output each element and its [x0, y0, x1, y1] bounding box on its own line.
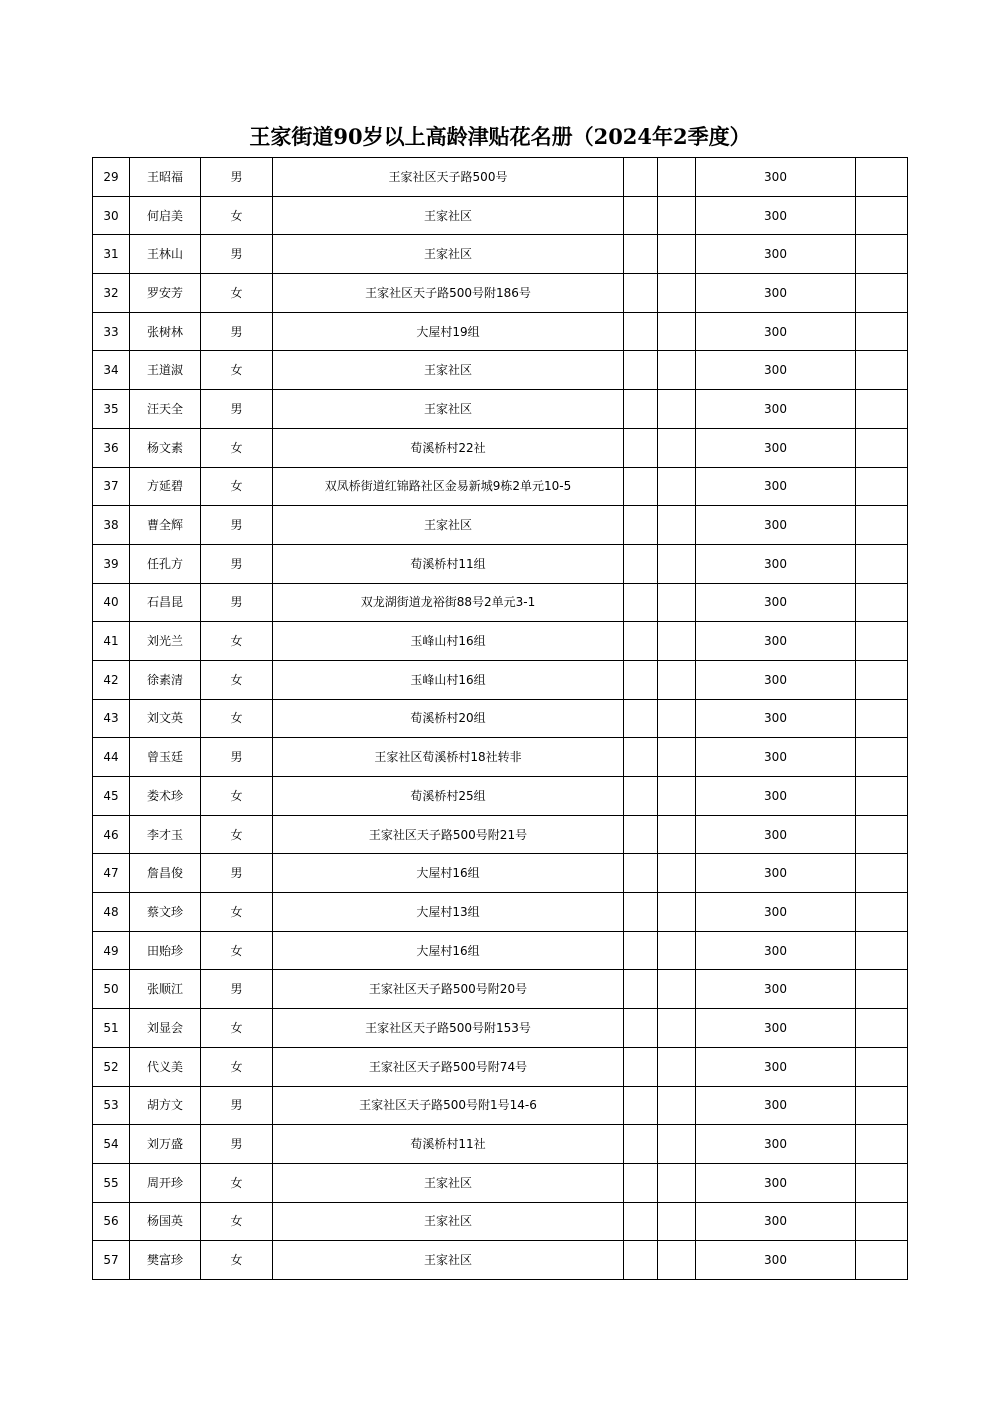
name-cell: 任孔方	[130, 544, 201, 583]
row-number-cell: 55	[93, 1163, 130, 1202]
name-cell: 汪天全	[130, 390, 201, 429]
name-cell: 何启美	[130, 196, 201, 235]
table-row	[93, 854, 908, 893]
remarks-cell	[856, 467, 908, 506]
row-number-cell: 39	[93, 544, 130, 583]
blank-cell-a	[624, 854, 658, 893]
blank-cell-a	[624, 1202, 658, 1241]
blank-cell-b	[658, 1202, 696, 1241]
name-cell: 李才玉	[130, 815, 201, 854]
amount-cell: 300	[696, 467, 856, 506]
remarks-cell	[856, 815, 908, 854]
address-cell: 荀溪桥村20组	[273, 699, 624, 738]
blank-cell-b	[658, 351, 696, 390]
amount-cell: 300	[696, 583, 856, 622]
address-cell: 玉峰山村16组	[273, 622, 624, 661]
remarks-cell	[856, 196, 908, 235]
gender-cell: 男	[201, 1125, 273, 1164]
table-row	[93, 158, 908, 197]
row-number-cell: 51	[93, 1009, 130, 1048]
address-cell: 王家社区天子路500号附186号	[273, 274, 624, 313]
remarks-cell	[856, 1202, 908, 1241]
address-cell: 王家社区	[273, 506, 624, 545]
amount-cell: 300	[696, 970, 856, 1009]
amount-cell: 300	[696, 158, 856, 197]
blank-cell-a	[624, 312, 658, 351]
address-cell: 王家社区	[273, 390, 624, 429]
blank-cell-b	[658, 777, 696, 816]
blank-cell-b	[658, 544, 696, 583]
row-number-cell: 42	[93, 660, 130, 699]
table-row	[93, 1047, 908, 1086]
amount-cell: 300	[696, 544, 856, 583]
address-cell: 双凤桥街道红锦路社区金易新城9栋2单元10-5	[273, 467, 624, 506]
table-row	[93, 1163, 908, 1202]
address-cell: 大屋村16组	[273, 854, 624, 893]
name-cell: 张顺江	[130, 970, 201, 1009]
table-row	[93, 506, 908, 545]
table-row	[93, 390, 908, 429]
row-number-cell: 29	[93, 158, 130, 197]
remarks-cell	[856, 1086, 908, 1125]
remarks-cell	[856, 931, 908, 970]
gender-cell: 男	[201, 738, 273, 777]
table-row	[93, 1009, 908, 1048]
blank-cell-b	[658, 893, 696, 932]
blank-cell-a	[624, 1009, 658, 1048]
amount-cell: 300	[696, 893, 856, 932]
remarks-cell	[856, 1163, 908, 1202]
gender-cell: 女	[201, 699, 273, 738]
blank-cell-b	[658, 738, 696, 777]
name-cell: 曹全辉	[130, 506, 201, 545]
address-cell: 王家社区	[273, 235, 624, 274]
address-cell: 荀溪桥村11组	[273, 544, 624, 583]
remarks-cell	[856, 1241, 908, 1280]
blank-cell-b	[658, 583, 696, 622]
amount-cell: 300	[696, 1163, 856, 1202]
table-row	[93, 312, 908, 351]
table-row	[93, 274, 908, 313]
blank-cell-b	[658, 1086, 696, 1125]
blank-cell-a	[624, 274, 658, 313]
blank-cell-b	[658, 622, 696, 661]
table-row	[93, 660, 908, 699]
name-cell: 周开珍	[130, 1163, 201, 1202]
row-number-cell: 33	[93, 312, 130, 351]
remarks-cell	[856, 312, 908, 351]
remarks-cell	[856, 1125, 908, 1164]
amount-cell: 300	[696, 1202, 856, 1241]
address-cell: 王家社区	[273, 1163, 624, 1202]
row-number-cell: 34	[93, 351, 130, 390]
amount-cell: 300	[696, 235, 856, 274]
row-number-cell: 40	[93, 583, 130, 622]
blank-cell-a	[624, 893, 658, 932]
name-cell: 蔡文珍	[130, 893, 201, 932]
address-cell: 王家社区荀溪桥村18社转非	[273, 738, 624, 777]
row-number-cell: 44	[93, 738, 130, 777]
row-number-cell: 41	[93, 622, 130, 661]
blank-cell-b	[658, 506, 696, 545]
remarks-cell	[856, 390, 908, 429]
table-row	[93, 351, 908, 390]
blank-cell-b	[658, 467, 696, 506]
address-cell: 荀溪桥村25组	[273, 777, 624, 816]
blank-cell-b	[658, 1241, 696, 1280]
blank-cell-b	[658, 158, 696, 197]
blank-cell-a	[624, 506, 658, 545]
name-cell: 杨国英	[130, 1202, 201, 1241]
address-cell: 王家社区	[273, 351, 624, 390]
table-row	[93, 1086, 908, 1125]
table-row	[93, 1125, 908, 1164]
gender-cell: 男	[201, 506, 273, 545]
address-cell: 大屋村19组	[273, 312, 624, 351]
gender-cell: 男	[201, 390, 273, 429]
amount-cell: 300	[696, 196, 856, 235]
row-number-cell: 32	[93, 274, 130, 313]
blank-cell-b	[658, 699, 696, 738]
table-row	[93, 970, 908, 1009]
blank-cell-a	[624, 544, 658, 583]
blank-cell-a	[624, 467, 658, 506]
row-number-cell: 49	[93, 931, 130, 970]
row-number-cell: 35	[93, 390, 130, 429]
gender-cell: 男	[201, 583, 273, 622]
blank-cell-b	[658, 1047, 696, 1086]
address-cell: 荀溪桥村22社	[273, 428, 624, 467]
amount-cell: 300	[696, 506, 856, 545]
gender-cell: 女	[201, 1047, 273, 1086]
blank-cell-a	[624, 1163, 658, 1202]
table-row	[93, 777, 908, 816]
blank-cell-b	[658, 854, 696, 893]
name-cell: 王昭福	[130, 158, 201, 197]
amount-cell: 300	[696, 1047, 856, 1086]
table-row	[93, 1202, 908, 1241]
table-row	[93, 893, 908, 932]
row-number-cell: 52	[93, 1047, 130, 1086]
amount-cell: 300	[696, 1086, 856, 1125]
address-cell: 王家社区	[273, 196, 624, 235]
row-number-cell: 36	[93, 428, 130, 467]
row-number-cell: 56	[93, 1202, 130, 1241]
gender-cell: 女	[201, 428, 273, 467]
blank-cell-a	[624, 660, 658, 699]
remarks-cell	[856, 235, 908, 274]
blank-cell-b	[658, 428, 696, 467]
remarks-cell	[856, 970, 908, 1009]
name-cell: 方延碧	[130, 467, 201, 506]
address-cell: 大屋村13组	[273, 893, 624, 932]
gender-cell: 女	[201, 196, 273, 235]
name-cell: 王道淑	[130, 351, 201, 390]
blank-cell-b	[658, 196, 696, 235]
blank-cell-a	[624, 699, 658, 738]
blank-cell-a	[624, 1241, 658, 1280]
name-cell: 刘文英	[130, 699, 201, 738]
name-cell: 胡方文	[130, 1086, 201, 1125]
row-number-cell: 47	[93, 854, 130, 893]
row-number-cell: 48	[93, 893, 130, 932]
name-cell: 代义美	[130, 1047, 201, 1086]
row-number-cell: 46	[93, 815, 130, 854]
remarks-cell	[856, 660, 908, 699]
amount-cell: 300	[696, 622, 856, 661]
amount-cell: 300	[696, 815, 856, 854]
amount-cell: 300	[696, 699, 856, 738]
blank-cell-b	[658, 1009, 696, 1048]
blank-cell-a	[624, 1125, 658, 1164]
blank-cell-a	[624, 1047, 658, 1086]
remarks-cell	[856, 893, 908, 932]
subsidy-roster-table	[92, 157, 908, 1280]
blank-cell-b	[658, 815, 696, 854]
name-cell: 石昌昆	[130, 583, 201, 622]
remarks-cell	[856, 1047, 908, 1086]
amount-cell: 300	[696, 274, 856, 313]
address-cell: 王家社区天子路500号附153号	[273, 1009, 624, 1048]
gender-cell: 女	[201, 351, 273, 390]
blank-cell-a	[624, 931, 658, 970]
table-row	[93, 583, 908, 622]
gender-cell: 男	[201, 312, 273, 351]
name-cell: 刘显会	[130, 1009, 201, 1048]
amount-cell: 300	[696, 1241, 856, 1280]
table-row	[93, 544, 908, 583]
table-row	[93, 699, 908, 738]
gender-cell: 女	[201, 931, 273, 970]
name-cell: 娄术珍	[130, 777, 201, 816]
remarks-cell	[856, 544, 908, 583]
table-row	[93, 467, 908, 506]
blank-cell-a	[624, 428, 658, 467]
gender-cell: 男	[201, 544, 273, 583]
roster-body	[93, 158, 908, 1280]
gender-cell: 女	[201, 1163, 273, 1202]
address-cell: 王家社区天子路500号附1号14-6	[273, 1086, 624, 1125]
name-cell: 詹昌俊	[130, 854, 201, 893]
amount-cell: 300	[696, 351, 856, 390]
name-cell: 田贻珍	[130, 931, 201, 970]
name-cell: 罗安芳	[130, 274, 201, 313]
remarks-cell	[856, 158, 908, 197]
remarks-cell	[856, 777, 908, 816]
blank-cell-b	[658, 1125, 696, 1164]
address-cell: 王家社区天子路500号附74号	[273, 1047, 624, 1086]
blank-cell-a	[624, 351, 658, 390]
amount-cell: 300	[696, 738, 856, 777]
address-cell: 双龙湖街道龙裕街88号2单元3-1	[273, 583, 624, 622]
name-cell: 杨文素	[130, 428, 201, 467]
gender-cell: 女	[201, 893, 273, 932]
name-cell: 王林山	[130, 235, 201, 274]
amount-cell: 300	[696, 854, 856, 893]
blank-cell-b	[658, 660, 696, 699]
remarks-cell	[856, 583, 908, 622]
blank-cell-b	[658, 970, 696, 1009]
address-cell: 王家社区天子路500号	[273, 158, 624, 197]
gender-cell: 女	[201, 622, 273, 661]
name-cell: 徐素清	[130, 660, 201, 699]
name-cell: 刘万盛	[130, 1125, 201, 1164]
gender-cell: 女	[201, 1009, 273, 1048]
address-cell: 荀溪桥村11社	[273, 1125, 624, 1164]
row-number-cell: 30	[93, 196, 130, 235]
blank-cell-a	[624, 738, 658, 777]
remarks-cell	[856, 854, 908, 893]
address-cell: 王家社区天子路500号附20号	[273, 970, 624, 1009]
amount-cell: 300	[696, 931, 856, 970]
row-number-cell: 45	[93, 777, 130, 816]
table-row	[93, 931, 908, 970]
remarks-cell	[856, 428, 908, 467]
address-cell: 玉峰山村16组	[273, 660, 624, 699]
blank-cell-b	[658, 390, 696, 429]
blank-cell-a	[624, 815, 658, 854]
name-cell: 曾玉廷	[130, 738, 201, 777]
gender-cell: 男	[201, 854, 273, 893]
blank-cell-b	[658, 235, 696, 274]
blank-cell-b	[658, 931, 696, 970]
remarks-cell	[856, 1009, 908, 1048]
row-number-cell: 31	[93, 235, 130, 274]
gender-cell: 男	[201, 158, 273, 197]
blank-cell-a	[624, 390, 658, 429]
gender-cell: 女	[201, 1241, 273, 1280]
gender-cell: 女	[201, 815, 273, 854]
name-cell: 刘光兰	[130, 622, 201, 661]
gender-cell: 女	[201, 1202, 273, 1241]
table-row	[93, 738, 908, 777]
blank-cell-a	[624, 196, 658, 235]
remarks-cell	[856, 274, 908, 313]
gender-cell: 女	[201, 777, 273, 816]
table-row	[93, 815, 908, 854]
row-number-cell: 54	[93, 1125, 130, 1164]
gender-cell: 女	[201, 660, 273, 699]
blank-cell-b	[658, 274, 696, 313]
table-row	[93, 235, 908, 274]
gender-cell: 男	[201, 235, 273, 274]
remarks-cell	[856, 351, 908, 390]
blank-cell-a	[624, 583, 658, 622]
remarks-cell	[856, 506, 908, 545]
amount-cell: 300	[696, 660, 856, 699]
table-row	[93, 428, 908, 467]
blank-cell-a	[624, 235, 658, 274]
blank-cell-b	[658, 1163, 696, 1202]
address-cell: 王家社区天子路500号附21号	[273, 815, 624, 854]
blank-cell-a	[624, 622, 658, 661]
name-cell: 张树林	[130, 312, 201, 351]
table-row	[93, 196, 908, 235]
table-row	[93, 622, 908, 661]
blank-cell-a	[624, 970, 658, 1009]
table-row	[93, 1241, 908, 1280]
row-number-cell: 50	[93, 970, 130, 1009]
amount-cell: 300	[696, 1009, 856, 1048]
row-number-cell: 37	[93, 467, 130, 506]
page-title: 王家街道90岁以上高龄津贴花名册（2024年2季度）	[249, 124, 751, 149]
gender-cell: 男	[201, 970, 273, 1009]
row-number-cell: 38	[93, 506, 130, 545]
address-cell: 大屋村16组	[273, 931, 624, 970]
address-cell: 王家社区	[273, 1202, 624, 1241]
amount-cell: 300	[696, 390, 856, 429]
remarks-cell	[856, 699, 908, 738]
blank-cell-a	[624, 1086, 658, 1125]
address-cell: 王家社区	[273, 1241, 624, 1280]
blank-cell-a	[624, 777, 658, 816]
gender-cell: 男	[201, 1086, 273, 1125]
amount-cell: 300	[696, 1125, 856, 1164]
blank-cell-a	[624, 158, 658, 197]
blank-cell-b	[658, 312, 696, 351]
amount-cell: 300	[696, 777, 856, 816]
name-cell: 樊富珍	[130, 1241, 201, 1280]
remarks-cell	[856, 622, 908, 661]
gender-cell: 女	[201, 467, 273, 506]
gender-cell: 女	[201, 274, 273, 313]
amount-cell: 300	[696, 428, 856, 467]
row-number-cell: 53	[93, 1086, 130, 1125]
row-number-cell: 57	[93, 1241, 130, 1280]
remarks-cell	[856, 738, 908, 777]
row-number-cell: 43	[93, 699, 130, 738]
amount-cell: 300	[696, 312, 856, 351]
